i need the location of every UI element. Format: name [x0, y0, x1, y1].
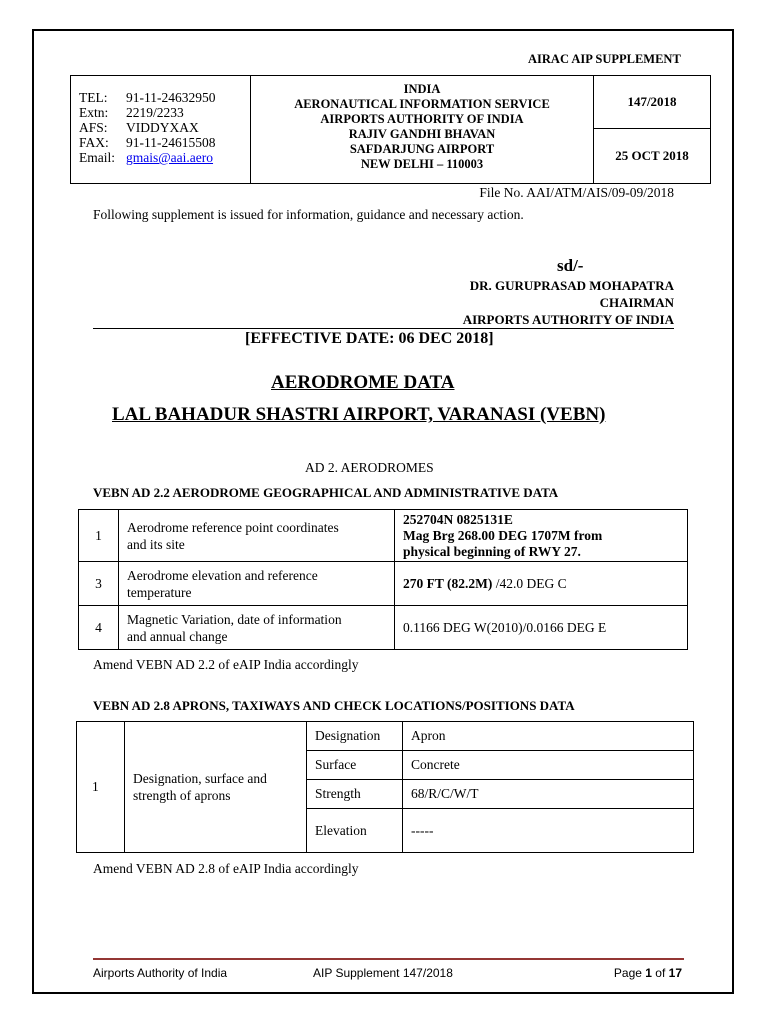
row-value [395, 510, 688, 562]
section-heading: AD 2. AERODROMES [305, 460, 434, 475]
email-link[interactable]: gmais@aai.aero [126, 150, 214, 165]
intro-text: Following supplement is issued for information, guidance and necessary action. [93, 207, 524, 222]
date-cell [594, 128, 710, 183]
signatory-name: DR. GURUPRASAD MOHAPATRA [469, 278, 674, 293]
description-line: Magnetic Variation, date of information [127, 611, 342, 627]
org-line: SAFDARJUNG AIRPORT [349, 142, 495, 156]
contact-value: 91-11-24615508 [126, 135, 216, 150]
table-row [79, 606, 688, 650]
ad28-table [76, 721, 694, 853]
contact-extn [79, 105, 216, 120]
org-line: NEW DELHI – 110003 [360, 157, 484, 171]
table-row [79, 562, 688, 606]
signatory-org: AIRPORTS AUTHORITY OF INDIA [462, 312, 674, 327]
file-number: File No. AAI/ATM/AIS/09-09/2018 [479, 185, 674, 200]
contact-afs [79, 120, 216, 135]
apron-key: Surface [307, 751, 403, 780]
description-line: Designation, surface and [133, 771, 267, 786]
description-line: temperature [127, 584, 192, 600]
value-line: 252704N 0825131E [403, 511, 513, 527]
row-value [395, 562, 688, 606]
table-row [77, 722, 694, 751]
row-number: 1 [77, 722, 125, 853]
org-line: AIRPORTS AUTHORITY OF INDIA [320, 112, 524, 126]
row-description [119, 562, 395, 606]
row-description [119, 606, 395, 650]
row-number: 3 [79, 562, 119, 606]
apron-key: Strength [307, 780, 403, 809]
contact-value: 2219/2233 [126, 105, 184, 120]
description-line: Aerodrome elevation and reference [127, 567, 318, 583]
issue-date: 25 OCT 2018 [615, 147, 689, 163]
contact-tel [79, 90, 216, 105]
org-cell [251, 76, 594, 183]
title-airport: LAL BAHADUR SHASTRI AIRPORT, VARANASI (VEBN) [112, 404, 606, 425]
supplement-number-cell [594, 76, 710, 129]
row-number: 4 [79, 606, 119, 650]
org-line: INDIA [403, 82, 441, 96]
description-line: and its site [127, 536, 185, 552]
contact-label: Extn: [79, 105, 109, 120]
contact-label: AFS: [79, 120, 108, 135]
contact-label: FAX: [79, 135, 109, 150]
page-of: of [651, 966, 669, 980]
ad28-heading: VEBN AD 2.8 APRONS, TAXIWAYS AND CHECK LOCATIONS/POSITIONS DATA [93, 698, 575, 713]
supplement-label: AIRAC AIP SUPPLEMENT [528, 52, 681, 66]
table-row [79, 510, 688, 562]
value-line: physical beginning of RWY 27. [403, 543, 581, 559]
row-value: 0.1166 DEG W(2010)/0.0166 DEG E [395, 606, 688, 650]
ad22-amend-note: Amend VEBN AD 2.2 of eAIP India accordingly [93, 657, 359, 672]
footer-center: AIP Supplement 147/2018 [313, 966, 453, 980]
title-aerodrome-data: AERODROME DATA [271, 372, 455, 393]
contact-value: 91-11-24632950 [126, 90, 216, 105]
apron-value: Apron [403, 722, 694, 751]
footer-left: Airports Authority of India [93, 966, 228, 980]
apron-value: Concrete [403, 751, 694, 780]
footer-page [614, 966, 682, 980]
page-prefix: Page [613, 966, 646, 980]
ad22-heading: VEBN AD 2.2 AERODROME GEOGRAPHICAL AND ADMINISTRATIVE DATA [93, 485, 559, 500]
apron-value: 68/R/C/W/T [403, 780, 694, 809]
apron-key: Designation [307, 722, 403, 751]
org-line: RAJIV GANDHI BHAVAN [348, 127, 496, 141]
value-line: Mag Brg 268.00 DEG 1707M from [403, 527, 603, 543]
description-line: and annual change [127, 628, 228, 644]
row-description [119, 510, 395, 562]
header-table [70, 75, 711, 184]
signatory-title: CHAIRMAN [599, 295, 674, 310]
contact-email [79, 150, 216, 165]
signature-sd: sd/- [557, 256, 584, 275]
elevation-value: 270 FT (82.2M) [403, 575, 493, 591]
page-number: 1 [645, 966, 652, 980]
apron-key: Elevation [307, 809, 403, 853]
footer-rule [93, 958, 684, 960]
page-total: 17 [668, 966, 682, 980]
signature-rule [93, 328, 674, 329]
ad28-amend-note: Amend VEBN AD 2.8 of eAIP India accordingly [93, 861, 359, 876]
temperature-value: /42.0 DEG C [492, 575, 567, 591]
description-line: Aerodrome reference point coordinates [127, 519, 339, 535]
contact-fax [79, 135, 216, 150]
ad22-table [78, 509, 688, 650]
supplement-number: 147/2018 [627, 94, 677, 109]
contact-value: VIDDYXAX [126, 120, 199, 135]
apron-value: ----- [403, 809, 694, 853]
row-description [125, 722, 307, 853]
org-line: AERONAUTICAL INFORMATION SERVICE [294, 97, 550, 111]
contact-label: TEL: [79, 90, 108, 105]
description-line: strength of aprons [133, 788, 231, 803]
contact-cell [71, 76, 251, 183]
row-number: 1 [79, 510, 119, 562]
effective-date: [EFFECTIVE DATE: 06 DEC 2018] [245, 330, 494, 347]
contact-label: Email: [79, 150, 115, 165]
